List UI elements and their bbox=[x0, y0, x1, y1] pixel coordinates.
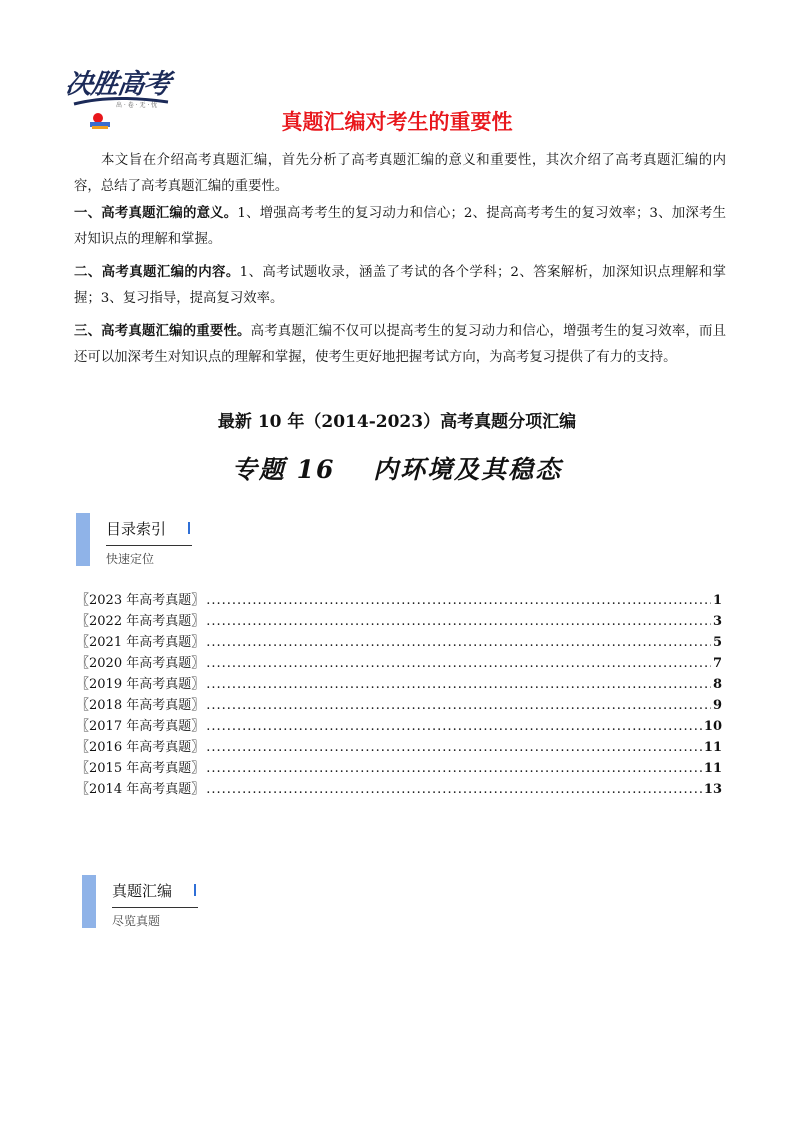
toc-entry[interactable] bbox=[76, 673, 722, 694]
toc-entry-label: 〖2023 年高考真题〗 bbox=[76, 593, 205, 608]
toc-entry-page: 7 bbox=[712, 656, 722, 671]
section-underline bbox=[106, 545, 192, 546]
logo-subtext: 出 · 卷 · 无 · 忧 bbox=[116, 102, 158, 109]
toc-entry-label: 〖2014 年高考真题〗 bbox=[76, 782, 205, 797]
toc-leader bbox=[206, 761, 702, 776]
toc-entry[interactable] bbox=[76, 694, 722, 715]
intro-paragraph: 本文旨在介绍高考真题汇编，首先分析了高考真题汇编的意义和重要性，其次介绍了高考真题汇编的内容，总结了高考真题汇编的重要性。 bbox=[74, 153, 726, 194]
questions-section-subtitle: 尽览真题 bbox=[112, 914, 161, 928]
toc-entry-page: 11 bbox=[703, 761, 722, 776]
toc-entry-label: 〖2015 年高考真题〗 bbox=[76, 761, 205, 776]
toc-entry[interactable] bbox=[76, 652, 722, 673]
toc-entry[interactable] bbox=[76, 631, 722, 652]
logo-text: 决胜高考 bbox=[63, 69, 172, 100]
toc-entry[interactable] bbox=[76, 715, 722, 736]
toc-leader bbox=[206, 677, 711, 692]
section-tick-icon bbox=[194, 884, 196, 896]
point-2-text: 1、高考试题收录，涵盖了考试的各个学科；2、答案解析，加深知识点理解和掌握；3、复习指导，提高复习效率。 bbox=[74, 265, 726, 306]
toc-entry-page: 10 bbox=[703, 719, 722, 734]
point-3-text: 高考真题汇编不仅可以提高考生的复习动力和信心，增强考生的复习效率，而且还可以加深考生对知识点的理解和掌握，使考生更好地把握考试方向，为高考复习提供了有力的支持。 bbox=[74, 324, 727, 365]
toc-entry[interactable] bbox=[76, 778, 722, 799]
toc-leader bbox=[206, 635, 711, 650]
toc-leader bbox=[206, 719, 702, 734]
toc-entry-label: 〖2020 年高考真题〗 bbox=[76, 656, 205, 671]
toc-entry-page: 13 bbox=[703, 782, 722, 797]
toc-entry-page: 9 bbox=[712, 698, 722, 713]
toc-entry[interactable] bbox=[76, 610, 722, 631]
toc-entry-page: 5 bbox=[712, 635, 722, 650]
toc-entry-label: 〖2016 年高考真题〗 bbox=[76, 740, 205, 755]
questions-section-title: 真题汇编 bbox=[112, 882, 173, 900]
toc-entry-page: 1 bbox=[712, 593, 722, 608]
toc-leader bbox=[206, 698, 711, 713]
toc-section-title: 目录索引 bbox=[106, 520, 167, 538]
section-bar bbox=[76, 513, 90, 566]
point-1-text: 1、增强高考考生的复习动力和信心；2、提高高考考生的复习效率；3、加深考生对知识点的理解和掌握。 bbox=[74, 206, 726, 247]
section-bar bbox=[82, 875, 96, 928]
toc-entry-label: 〖2017 年高考真题〗 bbox=[76, 719, 205, 734]
toc-leader bbox=[206, 614, 711, 629]
toc-entry-label: 〖2022 年高考真题〗 bbox=[76, 614, 205, 629]
section-tick-icon bbox=[188, 522, 190, 534]
toc-leader bbox=[206, 593, 711, 608]
point-3-lead: 三、高考真题汇编的重要性。 bbox=[74, 323, 251, 339]
point-1 bbox=[74, 201, 726, 252]
toc-entry[interactable] bbox=[76, 736, 722, 757]
topic-title: 专题 16 内环境及其稳态 bbox=[231, 455, 563, 484]
toc-section-subtitle: 快速定位 bbox=[106, 552, 155, 566]
page-title: 真题汇编对考生的重要性 bbox=[281, 110, 513, 134]
toc-leader bbox=[206, 782, 702, 797]
point-3 bbox=[74, 319, 726, 370]
section-underline bbox=[112, 907, 198, 908]
table-of-contents bbox=[76, 589, 722, 799]
toc-leader bbox=[206, 740, 702, 755]
toc-entry[interactable] bbox=[76, 757, 722, 778]
toc-entry-label: 〖2019 年高考真题〗 bbox=[76, 677, 205, 692]
toc-entry[interactable] bbox=[76, 589, 722, 610]
toc-entry-label: 〖2018 年高考真题〗 bbox=[76, 698, 205, 713]
toc-leader bbox=[206, 656, 711, 671]
toc-entry-page: 11 bbox=[703, 740, 722, 755]
toc-entry-label: 〖2021 年高考真题〗 bbox=[76, 635, 205, 650]
point-2-lead: 二、高考真题汇编的内容。 bbox=[74, 264, 240, 280]
toc-entry-page: 8 bbox=[712, 677, 722, 692]
point-2 bbox=[74, 260, 726, 311]
toc-entry-page: 3 bbox=[712, 614, 722, 629]
series-subtitle: 最新 10 年（2014-2023）高考真题分项汇编 bbox=[217, 412, 577, 432]
point-1-lead: 一、高考真题汇编的意义。 bbox=[74, 205, 238, 221]
